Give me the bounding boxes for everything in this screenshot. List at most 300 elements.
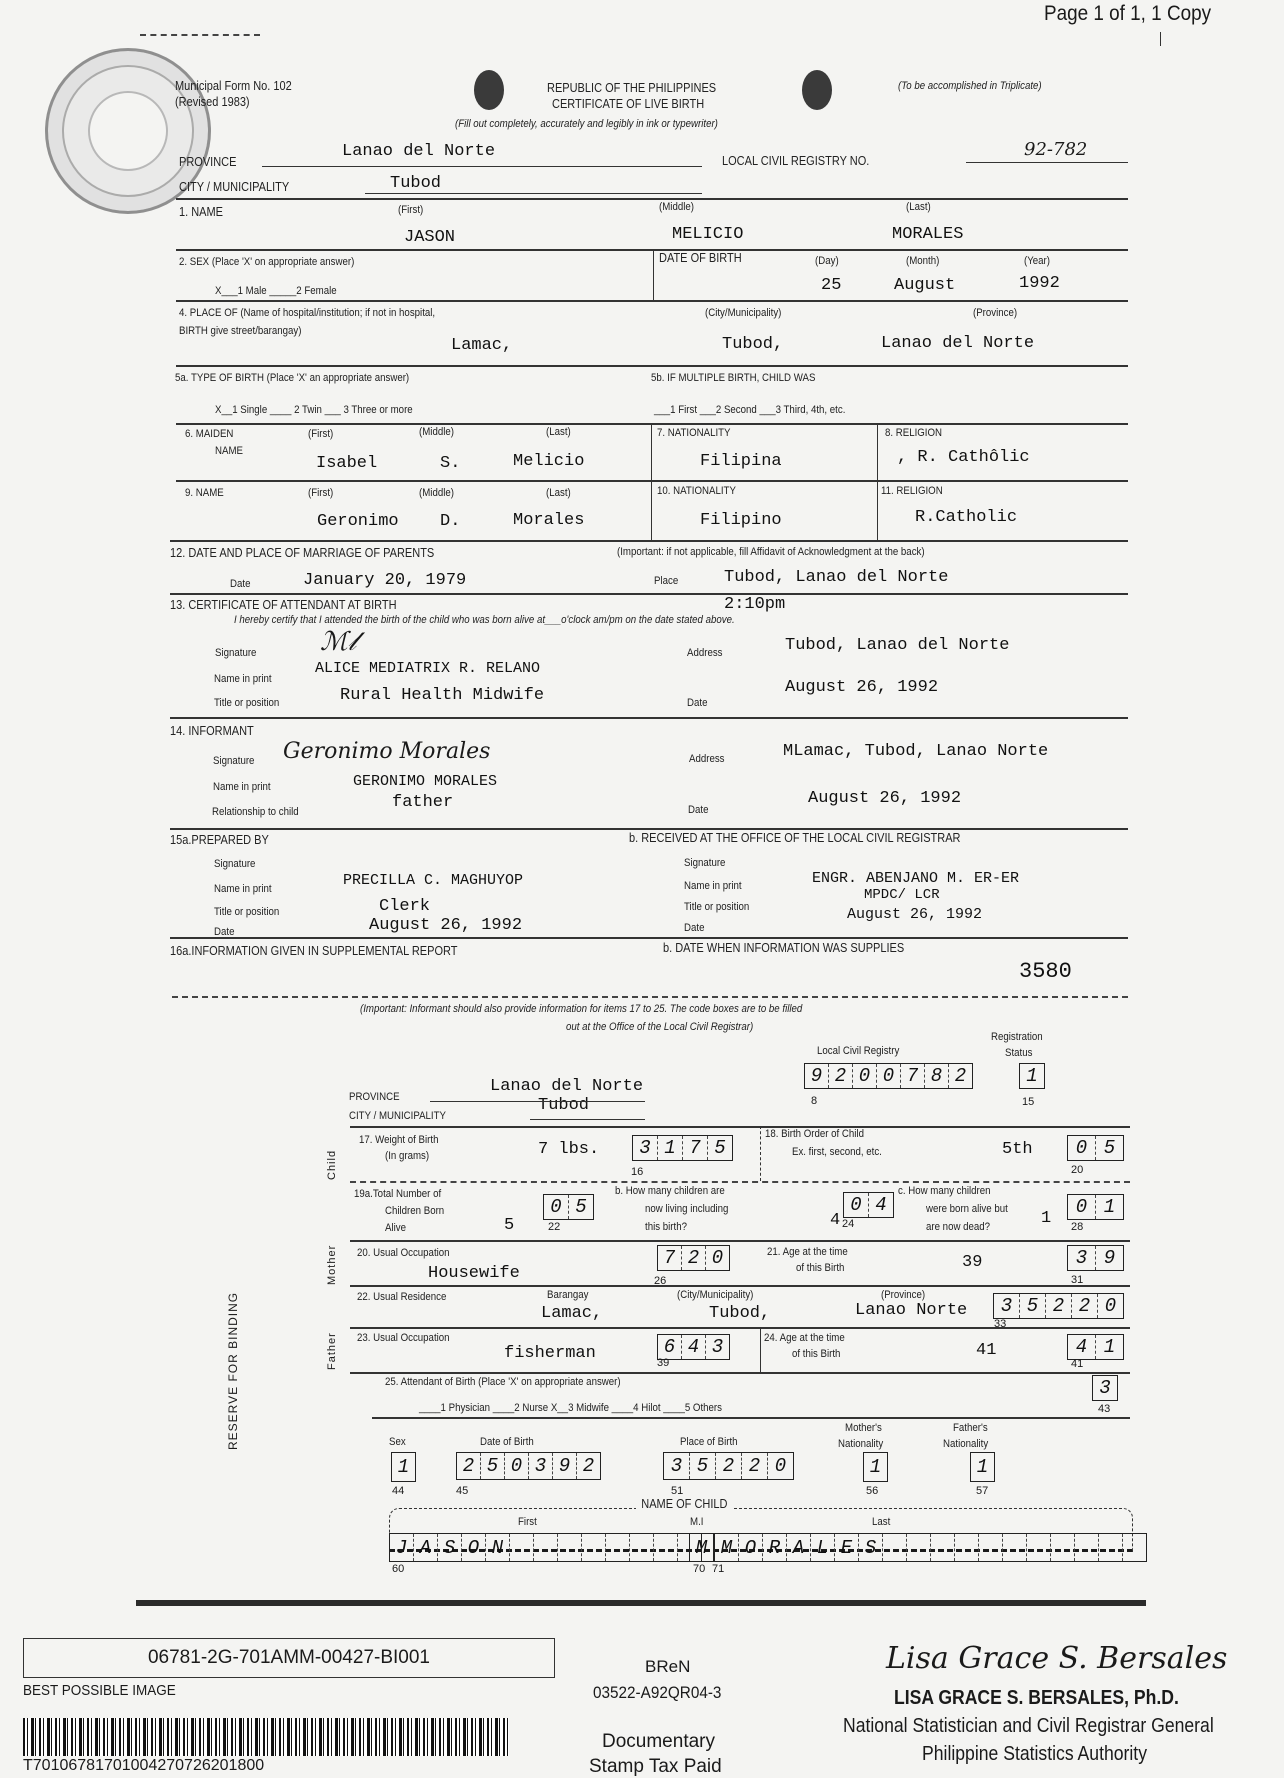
birth-type-options: X__1 Single ____ 2 Twin ___ 3 Three or more	[215, 404, 413, 416]
received-label: b. RECEIVED AT THE OFFICE OF THE LOCAL CIVIL REGISTRAR	[629, 831, 961, 845]
first-code-label: First	[518, 1516, 537, 1528]
code-digit: J	[390, 1534, 414, 1561]
weight-code-boxes	[632, 1135, 733, 1161]
child-mi-box	[689, 1533, 714, 1562]
divider	[760, 1126, 761, 1181]
code-number: 26	[654, 1275, 667, 1287]
divider	[430, 1101, 645, 1102]
city-value: Tubod	[390, 174, 442, 193]
informant-name: GERONIMO MORALES	[353, 773, 498, 790]
code-digit	[654, 1534, 678, 1561]
code-digit	[1003, 1534, 1027, 1561]
code-digit: 5	[1103, 1137, 1116, 1159]
code-digit: S	[859, 1534, 883, 1561]
code-number: 33	[994, 1318, 1007, 1330]
attendant-title: Rural Health Midwife	[340, 686, 545, 705]
code-number: 51	[671, 1485, 684, 1497]
father-nationality-code-box	[970, 1452, 995, 1482]
title-label: Title or position	[214, 697, 280, 709]
dead-children-code-boxes	[1067, 1194, 1124, 1220]
code-digit	[1075, 1534, 1099, 1561]
code-digit: 0	[544, 1195, 569, 1219]
supplemental-label: 16a.INFORMATION GIVEN IN SUPPLEMENTAL REPORT	[170, 944, 458, 958]
pob-label: 4. PLACE OF (Name of hospital/institution; if not in hospital,	[179, 307, 436, 319]
dob-label: DATE OF BIRTH	[659, 251, 742, 265]
father-last-name: Morales	[513, 511, 585, 530]
informant-signature: Geronimo Morales	[283, 739, 491, 764]
dob-year: 1992	[1019, 274, 1060, 293]
mother-nationality: Filipina	[700, 452, 782, 471]
status-label-2: Status	[1005, 1047, 1033, 1059]
date-label: Date	[688, 804, 709, 816]
mother-nationality-code-label-2: Nationality	[838, 1438, 884, 1450]
living-children-label-3: this birth?	[645, 1221, 687, 1233]
divider	[350, 1181, 1130, 1183]
divider	[170, 937, 1128, 939]
address-label: Address	[687, 647, 723, 659]
birth-order-label: 18. Birth Order of Child	[765, 1128, 864, 1140]
last-label: (Last)	[906, 201, 931, 213]
code-digit	[955, 1534, 979, 1561]
code-digit: 5	[481, 1453, 505, 1479]
code-digit: 4	[682, 1335, 706, 1359]
punch-hole-mark	[802, 70, 832, 110]
pob-label-2: BIRTH give street/barangay)	[179, 325, 302, 337]
code-number: 22	[548, 1221, 561, 1233]
divider	[170, 593, 1128, 595]
form-title: CERTIFICATE OF LIVE BIRTH	[552, 97, 705, 111]
province-value: Lanao del Norte	[490, 1077, 644, 1096]
code-digit: 2	[1072, 1294, 1098, 1318]
birth-attendant-label: 25. Attendant of Birth (Place 'X' on appropriate answer)	[385, 1376, 621, 1388]
marriage-date: January 20, 1979	[303, 571, 467, 590]
city-label: (City/Municipality)	[677, 1289, 754, 1301]
name-label: Name in print	[214, 673, 272, 685]
barcode-number: T70106781701004270726201800	[23, 1757, 265, 1774]
last-label: (Last)	[546, 426, 571, 438]
mother-nationality-code-label: Mother's	[845, 1422, 882, 1434]
supplemental-date-label: b. DATE WHEN INFORMATION WAS SUPPLIES	[663, 941, 905, 955]
mother-nationality-code-box	[863, 1452, 888, 1482]
signatory-agency: Philippine Statistics Authority	[922, 1743, 1148, 1765]
code-digit	[1051, 1534, 1075, 1561]
total-children-label: 19a.Total Number of	[354, 1188, 442, 1200]
registrar-date: August 26, 1992	[847, 906, 983, 923]
attendant-code-box	[1092, 1375, 1118, 1401]
pob-street: Lamac,	[451, 336, 513, 355]
province-label: (Province)	[881, 1289, 926, 1301]
mother-section-tag: Mother	[326, 1244, 338, 1285]
mother-religion-label: 8. RELIGION	[885, 427, 943, 439]
code-number: 15	[1022, 1096, 1035, 1108]
mother-middle-name: S.	[440, 454, 461, 473]
code-number: 24	[842, 1218, 855, 1230]
month-label: (Month)	[906, 255, 940, 267]
child-name-code-label: NAME OF CHILD	[636, 1498, 733, 1512]
code-digit: 2	[582, 1455, 595, 1477]
birth-time: 2:10pm	[724, 595, 786, 614]
multiple-birth-label: 5b. IF MULTIPLE BIRTH, CHILD WAS	[651, 372, 816, 384]
residence-province: Lanao Norte	[855, 1301, 968, 1320]
barcode	[23, 1718, 509, 1756]
code-digit: 2	[682, 1246, 706, 1270]
child-last-name: MORALES	[892, 225, 964, 244]
code-digit	[907, 1534, 931, 1561]
father-age: 41	[976, 1341, 997, 1360]
sex-label: 2. SEX (Place 'X' on appropriate answer)	[179, 256, 355, 268]
marriage-place: Tubod, Lanao del Norte	[724, 568, 949, 587]
attendant-date: August 26, 1992	[785, 678, 939, 697]
divider	[966, 162, 1128, 163]
form-number: Municipal Form No. 102	[175, 79, 292, 93]
registry-label: LOCAL CIVIL REGISTRY NO.	[722, 154, 870, 168]
code-digit: 1	[976, 1456, 989, 1478]
divider	[530, 1119, 645, 1120]
code-digit	[630, 1534, 654, 1561]
code-digit: 0	[1068, 1136, 1096, 1160]
weight-label-2: (In grams)	[385, 1150, 430, 1162]
sex-options: X___1 Male _____2 Female	[215, 285, 337, 297]
code-digit: 4	[1068, 1335, 1096, 1359]
code-digit: E	[835, 1534, 859, 1561]
signature-label: Signature	[213, 755, 255, 767]
code-digit: 3	[633, 1136, 658, 1160]
stamp-tax-line-1: Documentary	[602, 1731, 715, 1752]
attendant-signature: ℳ𝓁	[320, 627, 357, 657]
birth-order-example: Ex. first, second, etc.	[792, 1146, 882, 1158]
republic-heading: REPUBLIC OF THE PHILIPPINES	[547, 81, 717, 95]
code-digit: 2	[829, 1064, 853, 1088]
divider	[350, 1372, 1130, 1374]
province-label: PROVINCE	[349, 1091, 400, 1103]
code-digit: 5	[1020, 1294, 1046, 1318]
signatory-position: National Statistician and Civil Registrar General	[843, 1715, 1214, 1737]
code-digit: 2	[1046, 1294, 1072, 1318]
code-digit	[606, 1534, 630, 1561]
code-number: 20	[1071, 1164, 1084, 1176]
code-digit	[558, 1534, 582, 1561]
triplicate-note: (To be accomplished in Triplicate)	[898, 80, 1042, 92]
code-digit	[931, 1534, 955, 1561]
residence-city: Tubod,	[709, 1304, 771, 1323]
father-section-tag: Father	[326, 1332, 338, 1370]
code-digit: 1	[397, 1456, 410, 1478]
registrar-name: ENGR. ABENJANO M. ER-ER	[812, 870, 1020, 887]
code-number: 56	[866, 1485, 879, 1497]
code-digit: 3	[1068, 1246, 1096, 1270]
code-digit: 3	[664, 1453, 690, 1479]
code-digit	[510, 1534, 534, 1561]
mother-first-name: Isabel	[316, 454, 378, 473]
name-label: Name in print	[684, 880, 742, 892]
city-label: CITY / MUNICIPALITY	[349, 1110, 447, 1122]
code-digit: 2	[716, 1453, 742, 1479]
divider	[176, 365, 1128, 367]
code-number: 60	[392, 1563, 405, 1575]
signatory-name: LISA GRACE S. BERSALES, Ph.D.	[894, 1687, 1179, 1709]
code-digit: 1	[658, 1136, 683, 1160]
mi-code-label: M.I	[690, 1516, 704, 1528]
code-digit: 9	[553, 1453, 577, 1479]
dob-code-boxes	[456, 1452, 601, 1480]
code-digit: 4	[875, 1194, 887, 1216]
last-label: (Last)	[546, 487, 571, 499]
birth-type-label: 5a. TYPE OF BIRTH (Place 'X' an appropriate answer)	[175, 372, 410, 384]
code-digit: 0	[1068, 1195, 1096, 1219]
dead-children-label: c. How many children	[898, 1185, 991, 1197]
code-number: 8	[811, 1095, 818, 1107]
stamp-tax-line-2: Stamp Tax Paid	[589, 1756, 722, 1777]
code-digit	[582, 1534, 606, 1561]
province-value: Lanao del Norte	[342, 142, 496, 161]
divider	[350, 1327, 1130, 1329]
bren-number: 03522-A92QR04-3	[593, 1683, 722, 1702]
code-digit: A	[414, 1534, 438, 1561]
code-digit: 5	[575, 1196, 587, 1218]
pob-city: Tubod,	[722, 335, 784, 354]
child-last-name-boxes	[714, 1533, 1147, 1562]
father-nationality-code-label-2: Nationality	[943, 1438, 989, 1450]
attendant-certification: I hereby certify that I attended the birth of the child who was born alive at___o'clock am/pm on the date stated above.	[234, 614, 735, 626]
code-digit: 1	[869, 1456, 882, 1478]
pob-code-boxes	[663, 1452, 794, 1480]
divider	[176, 480, 1128, 482]
code-digit: 0	[844, 1193, 869, 1217]
year-label: (Year)	[1024, 255, 1051, 267]
date-label: Date	[684, 922, 705, 934]
lcr-code-label: Local Civil Registry	[817, 1045, 900, 1057]
preparer-title: Clerk	[379, 897, 431, 916]
date-label: Date	[214, 926, 235, 938]
multiple-birth-options: ___1 First ___2 Second ___3 Third, 4th, etc.	[654, 404, 846, 416]
marriage-label: 12. DATE AND PLACE OF MARRIAGE OF PARENTS	[170, 546, 435, 560]
father-occupation-label: 23. Usual Occupation	[357, 1332, 450, 1344]
dead-children: 1	[1041, 1209, 1052, 1228]
code-digit: 7	[658, 1246, 682, 1270]
code-digit: 6	[658, 1335, 682, 1359]
mother-label-2: NAME	[215, 445, 243, 457]
status-code-box	[1019, 1063, 1045, 1089]
father-nationality-code-label: Father's	[953, 1422, 988, 1434]
date-label: Date	[687, 697, 708, 709]
mother-occupation-label: 20. Usual Occupation	[357, 1247, 450, 1259]
code-digit	[883, 1534, 907, 1561]
code-number: 39	[657, 1357, 670, 1369]
code-number: 28	[1071, 1221, 1084, 1233]
first-label: (First)	[308, 487, 334, 499]
day-label: (Day)	[815, 255, 839, 267]
birth-weight: 7 lbs.	[538, 1140, 600, 1159]
attendant-label: 13. CERTIFICATE OF ATTENDANT AT BIRTH	[170, 598, 397, 612]
sex-code-box	[391, 1452, 416, 1482]
weight-label: 17. Weight of Birth	[359, 1134, 439, 1146]
total-children-label-3: Alive	[385, 1222, 406, 1234]
code-digit	[979, 1534, 1003, 1561]
divider	[372, 1417, 1130, 1419]
code-number: 45	[456, 1485, 469, 1497]
registry-value: 92-782	[1024, 139, 1088, 160]
relationship-label: Relationship to child	[212, 806, 299, 818]
pob-province-label: (Province)	[973, 307, 1018, 319]
child-section-tag: Child	[326, 1149, 338, 1180]
divider	[653, 249, 654, 300]
instructions: (Fill out completely, accurately and legibly in ink or typewriter)	[455, 118, 718, 130]
code-digit: 1	[1103, 1336, 1116, 1358]
code-digit: 0	[505, 1453, 529, 1479]
binding-reserve-label: RESERVE FOR BINDING	[226, 1291, 240, 1450]
divider	[262, 166, 702, 167]
informant-relationship: father	[392, 793, 454, 812]
security-number: 06781-2G-701AMM-00427-BI001	[147, 1647, 430, 1668]
child-first-name: JASON	[404, 228, 456, 247]
informant-date: August 26, 1992	[808, 789, 962, 808]
code-digit: 0	[853, 1064, 877, 1088]
divider	[176, 423, 1128, 425]
sex-code-label: Sex	[389, 1436, 406, 1448]
marriage-place-label: Place	[654, 575, 679, 587]
address-label: Address	[689, 753, 725, 765]
code-digit: 8	[925, 1064, 949, 1088]
mother-age: 39	[962, 1253, 983, 1272]
code-digit: 3	[529, 1453, 553, 1479]
divider	[172, 996, 1128, 998]
code-number: 41	[1071, 1358, 1084, 1370]
divider	[140, 34, 260, 36]
attendant-name: ALICE MEDIATRIX R. RELANO	[315, 660, 541, 677]
middle-label: (Middle)	[419, 487, 454, 499]
first-label: (First)	[398, 204, 424, 216]
code-digit: L	[811, 1534, 835, 1561]
marriage-date-label: Date	[230, 578, 251, 590]
code-digit: 0	[774, 1455, 787, 1477]
divider	[1160, 32, 1161, 46]
divider	[176, 198, 1128, 200]
last-code-label: Last	[872, 1516, 891, 1528]
code-digit: 1	[1026, 1065, 1038, 1087]
father-religion-label: 11. RELIGION	[881, 485, 943, 497]
code-digit: 3	[994, 1294, 1020, 1318]
living-children-code-boxes	[843, 1192, 894, 1218]
registrar-general-signature: Lisa Grace S. Bersales	[886, 1641, 1228, 1676]
code-number: 31	[1071, 1274, 1084, 1286]
middle-label: (Middle)	[659, 201, 694, 213]
living-children-label: b. How many children are	[615, 1185, 725, 1197]
father-middle-name: D.	[440, 512, 461, 531]
dob-code-label: Date of Birth	[480, 1436, 534, 1448]
birth-attendant-options: ____1 Physician ____2 Nurse X__3 Midwife ____4 Hilot ____5 Others	[419, 1402, 722, 1414]
total-children-label-2: Children Born	[385, 1205, 445, 1217]
pob-city-label: (City/Municipality)	[705, 307, 782, 319]
divider	[350, 1285, 1130, 1287]
city-label: CITY / MUNICIPALITY	[179, 180, 290, 194]
code-digit: 9	[805, 1064, 829, 1088]
code-digit	[534, 1534, 558, 1561]
preparer-date: August 26, 1992	[369, 916, 523, 935]
page-info: Page 1 of 1, 1 Copy	[1044, 2, 1212, 25]
signature-label: Signature	[684, 857, 726, 869]
security-number-box	[23, 1638, 555, 1678]
informant-label: 14. INFORMANT	[170, 724, 254, 738]
father-occupation: fisherman	[504, 1344, 596, 1363]
informant-address: MLamac, Tubod, Lanao Norte	[783, 742, 1049, 761]
mother-occupation-code-boxes	[657, 1245, 730, 1271]
lcr-code-boxes	[804, 1063, 973, 1089]
code-number: 57	[976, 1485, 989, 1497]
dob-month: August	[894, 276, 956, 295]
dob-day: 25	[821, 276, 842, 295]
name-label: Name in print	[213, 781, 271, 793]
father-age-label: 24. Age at the time	[764, 1332, 845, 1344]
codes-note: (Important: Informant should also provide information for items 17 to 25. The code boxes are to be filled	[360, 1003, 803, 1015]
supplemental-number: 3580	[1019, 959, 1072, 984]
pob-code-label: Place of Birth	[680, 1436, 738, 1448]
father-nationality-label: 10. NATIONALITY	[657, 485, 736, 497]
code-digit: 1	[1103, 1196, 1116, 1218]
total-children-code-boxes	[543, 1194, 594, 1220]
best-image-note: BEST POSSIBLE IMAGE	[23, 1682, 176, 1699]
code-digit: S	[438, 1534, 462, 1561]
mother-age-label-2: of this Birth	[796, 1262, 845, 1274]
status-label: Registration	[991, 1031, 1043, 1043]
province-label: PROVINCE	[179, 155, 237, 169]
code-digit: 3	[1099, 1377, 1111, 1399]
mother-age-label: 21. Age at the time	[767, 1246, 848, 1258]
divider	[365, 193, 702, 194]
residence-label: 22. Usual Residence	[357, 1291, 447, 1303]
dead-children-label-2: were born alive but	[926, 1203, 1008, 1215]
birth-order: 5th	[1002, 1140, 1033, 1159]
code-digit	[1027, 1534, 1051, 1561]
child-first-name-boxes	[389, 1533, 702, 1562]
living-children: 4	[830, 1211, 841, 1230]
living-children-label-2: now living including	[645, 1203, 729, 1215]
code-number: 16	[631, 1166, 644, 1178]
divider	[176, 300, 1128, 302]
signature-label: Signature	[215, 647, 257, 659]
code-digit: 7	[683, 1136, 708, 1160]
divider	[350, 1240, 1130, 1242]
residence-code-boxes	[993, 1293, 1124, 1319]
code-digit: A	[787, 1534, 811, 1561]
prepared-label: 15a.PREPARED BY	[170, 833, 269, 847]
name-label: Name in print	[214, 883, 272, 895]
divider	[170, 717, 1128, 719]
code-digit: M	[715, 1534, 739, 1561]
code-digit: R	[763, 1534, 787, 1561]
signature-label: Signature	[214, 858, 256, 870]
birth-order-code-boxes	[1067, 1135, 1124, 1161]
mother-last-name: Melicio	[513, 452, 585, 471]
code-number: 44	[392, 1485, 405, 1497]
title-label: Title or position	[214, 906, 280, 918]
punch-hole-mark	[474, 70, 504, 110]
middle-label: (Middle)	[419, 426, 454, 438]
registrar-title: MPDC/ LCR	[864, 887, 940, 903]
preparer-name: PRECILLA C. MAGHUYOP	[343, 872, 524, 889]
father-nationality: Filipino	[700, 511, 782, 530]
name-label: 1. NAME	[179, 205, 224, 219]
code-digit: 5	[714, 1137, 726, 1159]
mother-nationality-label: 7. NATIONALITY	[657, 427, 731, 439]
code-digit: 0	[711, 1247, 724, 1269]
dead-children-label-3: are now dead?	[926, 1221, 991, 1233]
father-age-code-boxes	[1067, 1334, 1124, 1360]
attendant-address: Tubod, Lanao del Norte	[785, 636, 1010, 655]
code-digit: 0	[877, 1064, 901, 1088]
first-label: (First)	[308, 428, 334, 440]
mother-occupation: Housewife	[428, 1264, 520, 1283]
marriage-note: (Important: if not applicable, fill Affidavit of Acknowledgment at the back)	[617, 546, 925, 558]
